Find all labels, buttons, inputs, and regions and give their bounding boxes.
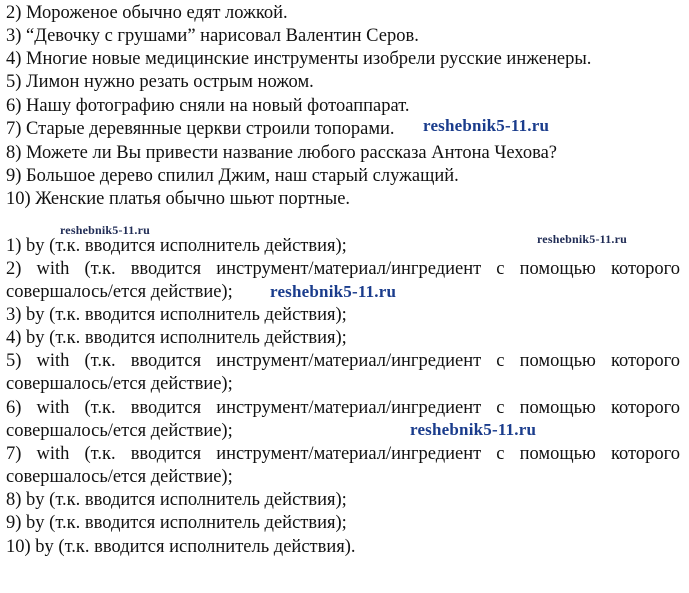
watermark: reshebnik5-11.ru	[537, 232, 627, 246]
answer-line: 10) by (т.к. вводится исполнитель действия).	[6, 537, 356, 557]
sentence-line: 6) Нашу фотографию сняли на новый фотоаппарат.	[6, 96, 410, 116]
sentence-line: 8) Можете ли Вы привести название любого рассказа Антона Чехова?	[6, 143, 558, 163]
answer-line: 1) by (т.к. вводится исполнитель действия);	[6, 236, 347, 256]
answer-line: 7) with (т.к. вводится инструмент/материал/ингредиент с помощью которого	[6, 444, 680, 464]
sentence-line: 5) Лимон нужно резать острым ножом.	[6, 72, 314, 92]
answer-line: 6) with (т.к. вводится инструмент/материал/ингредиент с помощью которого	[6, 398, 680, 418]
sentence-line: 4) Многие новые медицинские инструменты изобрели русские инженеры.	[6, 49, 592, 69]
answer-line: совершалось/ется действие);	[6, 282, 233, 302]
answer-line: 3) by (т.к. вводится исполнитель действия);	[6, 305, 347, 325]
answer-line: совершалось/ется действие);	[6, 421, 233, 441]
watermark: reshebnik5-11.ru	[60, 223, 150, 237]
watermark: reshebnik5-11.ru	[423, 116, 550, 135]
answer-line: 9) by (т.к. вводится исполнитель действия);	[6, 513, 347, 533]
sentence-line: 3) “Девочку с грушами” нарисовал Валентин Серов.	[6, 26, 419, 46]
sentence-line: 10) Женские платья обычно шьют портные.	[6, 189, 351, 209]
sentence-line: 9) Большое дерево спилил Джим, наш старый служащий.	[6, 166, 459, 186]
answer-line: 8) by (т.к. вводится исполнитель действия);	[6, 490, 347, 510]
answer-line: 4) by (т.к. вводится исполнитель действия);	[6, 328, 347, 348]
watermark: reshebnik5-11.ru	[270, 282, 397, 301]
answer-line: совершалось/ется действие);	[6, 467, 233, 487]
watermark: reshebnik5-11.ru	[410, 420, 537, 439]
answer-line: 2) with (т.к. вводится инструмент/материал/ингредиент с помощью которого	[6, 259, 680, 279]
sentence-line: 7) Старые деревянные церкви строили топорами.	[6, 119, 395, 139]
answer-line: 5) with (т.к. вводится инструмент/материал/ингредиент с помощью которого	[6, 351, 680, 371]
answer-line: совершалось/ется действие);	[6, 374, 233, 394]
sentence-line: 2) Мороженое обычно едят ложкой.	[6, 3, 288, 23]
